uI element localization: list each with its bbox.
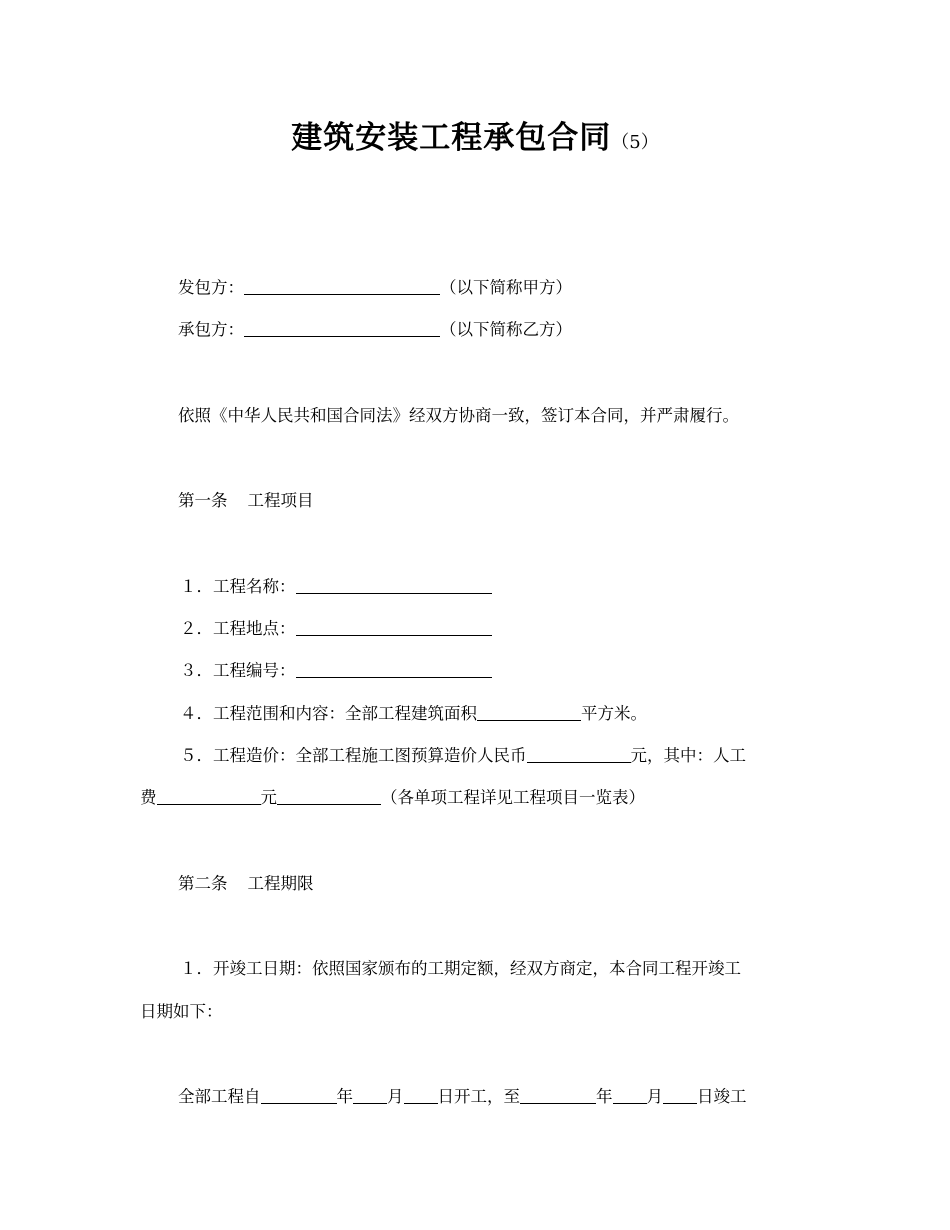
end-day-label: 日竣工 bbox=[697, 1087, 747, 1106]
other-cost-blank[interactable] bbox=[277, 788, 381, 805]
intro-paragraph: 依照《中华人民共和国合同法》经双方协商一致，签订本合同，并严肃履行。 bbox=[178, 406, 739, 425]
article2-heading bbox=[178, 872, 314, 896]
title-main: 建筑安装工程承包合同 bbox=[291, 120, 612, 156]
end-month-blank[interactable] bbox=[613, 1087, 647, 1104]
total-cost-blank[interactable] bbox=[527, 746, 631, 763]
contractor-line bbox=[178, 318, 572, 342]
schedule-dates-line bbox=[178, 1085, 747, 1109]
schedule-prefix: 全部工程自 bbox=[178, 1087, 261, 1106]
schedule-paragraph-line2: 日期如下： bbox=[140, 1002, 223, 1021]
start-month-blank[interactable] bbox=[353, 1087, 387, 1104]
floor-area-blank[interactable] bbox=[477, 704, 581, 721]
project-location-label: ２．工程地点： bbox=[180, 619, 296, 638]
title-number: （5） bbox=[611, 132, 659, 153]
end-year-blank[interactable] bbox=[520, 1087, 596, 1104]
project-list-note: （各单项工程详见工程项目一览表） bbox=[381, 788, 645, 807]
project-name-line bbox=[180, 575, 492, 599]
labor-fee-label: 费 bbox=[140, 788, 157, 807]
employer-label: 发包方： bbox=[178, 278, 244, 297]
employer-blank[interactable] bbox=[244, 278, 440, 295]
project-name-label: １．工程名称： bbox=[180, 577, 296, 596]
project-number-label: ３．工程编号： bbox=[180, 661, 296, 680]
contractor-note: （以下简称乙方） bbox=[440, 320, 572, 339]
article2-number: 第二条 bbox=[178, 874, 228, 893]
project-number-line bbox=[180, 659, 492, 683]
employer-note: （以下简称甲方） bbox=[440, 278, 572, 297]
project-location-blank[interactable] bbox=[296, 619, 492, 636]
article2-title: 工程期限 bbox=[247, 874, 314, 893]
contractor-label: 承包方： bbox=[178, 320, 244, 339]
project-cost-label: ５．工程造价：全部工程施工图预算造价人民币 bbox=[180, 746, 527, 765]
employer-line bbox=[178, 276, 572, 300]
labor-fee-blank[interactable] bbox=[157, 788, 261, 805]
end-year-label: 年 bbox=[596, 1087, 613, 1106]
end-month-label: 月 bbox=[646, 1087, 663, 1106]
contractor-blank[interactable] bbox=[244, 320, 440, 337]
project-cost-line bbox=[180, 744, 746, 768]
yuan-label: 元 bbox=[260, 788, 277, 807]
article1-number: 第一条 bbox=[178, 491, 228, 510]
schedule-paragraph-line1: １．开竣工日期：依照国家颁布的工期定额，经双方商定，本合同工程开竣工 bbox=[180, 959, 741, 978]
project-cost-labor-label: 元，其中：人工 bbox=[630, 746, 746, 765]
end-day-blank[interactable] bbox=[663, 1087, 697, 1104]
start-month-label: 月 bbox=[387, 1087, 404, 1106]
floor-area-unit: 平方米。 bbox=[581, 704, 647, 723]
project-scope-label: ４．工程范围和内容：全部工程建筑面积 bbox=[180, 704, 477, 723]
start-year-label: 年 bbox=[336, 1087, 353, 1106]
project-cost-line-2 bbox=[140, 786, 645, 810]
project-scope-line bbox=[180, 702, 647, 726]
project-location-line bbox=[180, 617, 492, 641]
page-title bbox=[0, 112, 950, 157]
article1-title: 工程项目 bbox=[247, 491, 314, 510]
article1-heading bbox=[178, 489, 314, 513]
start-year-blank[interactable] bbox=[261, 1087, 337, 1104]
start-day-label: 日开工，至 bbox=[437, 1087, 520, 1106]
start-day-blank[interactable] bbox=[404, 1087, 438, 1104]
project-name-blank[interactable] bbox=[296, 577, 492, 594]
project-number-blank[interactable] bbox=[296, 661, 492, 678]
